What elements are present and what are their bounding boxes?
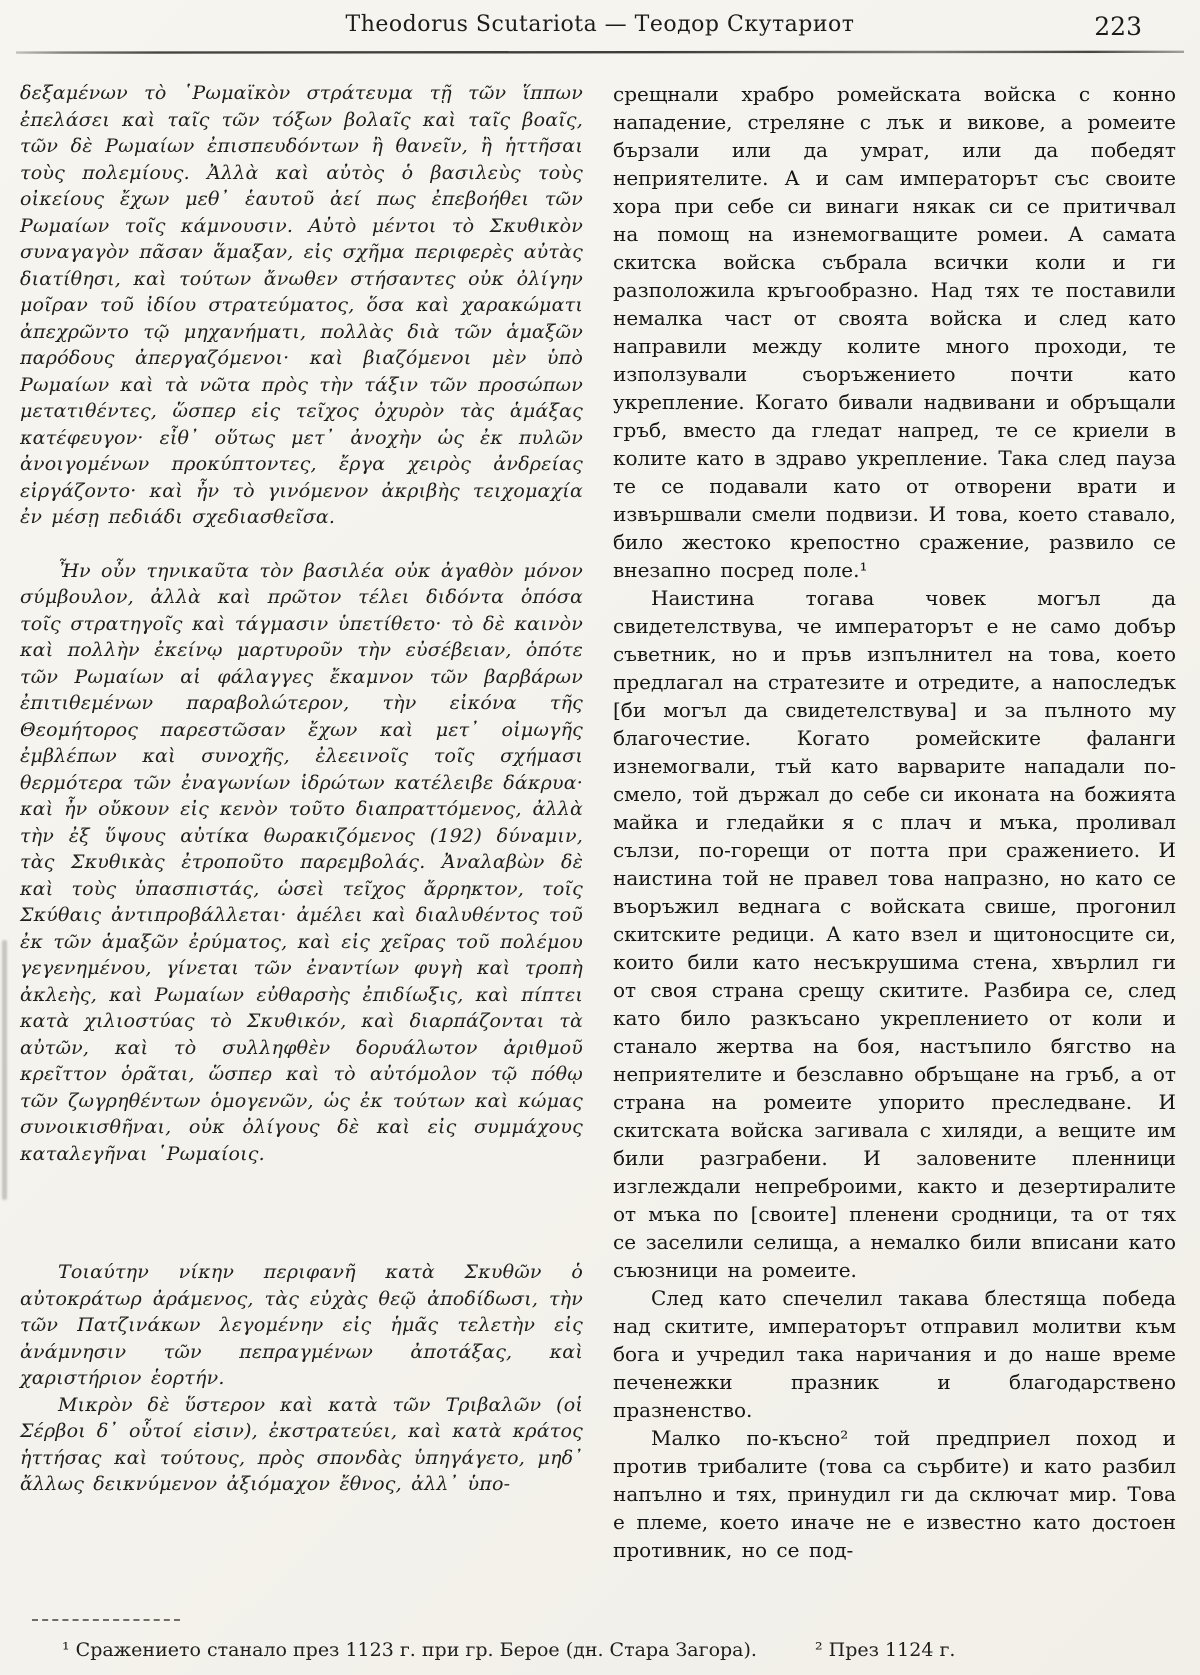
running-title: Theodorus Scutariota — Теодор Скутариот bbox=[345, 12, 855, 37]
greek-paragraph: Τοιαύτην νίκην περιφανῆ κατὰ Σκυθῶν ὁ αὐτοκράτωρ ἀράμενος, τὰς εὐχὰς θεῷ ἀποδίδωσι, τὴν τῶν Πατζινάκων λεγομένην εἰς ἡμᾶς τελετὴν εἰς ἀνάμνησιν τῶν πεπραγμένων ἀποτάξας, καὶ χαριστήριον ἑορτήν. bbox=[20, 1261, 583, 1389]
footnote-line bbox=[62, 1639, 1160, 1661]
footnote-1: ¹ Сражението станало през 1123 г. при гр. Берое (дн. Стара Загора). bbox=[62, 1639, 757, 1661]
page-header bbox=[0, 12, 1200, 46]
bulgarian-paragraph: срещнали храбро ромейската войска с конно нападение, стреляне с лък и викове, а ромеите бързали или да умрат, или да победят неприятелите. А и сам императорът със своите хора при себе си винаги някак си се притичвал на помощ на изнемогващите ромеи. А самата скитска войска събрала всички коли и ги разположила кръгообразно. Над тях те поставили немалка част от своята войска и след като направили между колите много проходи, те използували съоръжението почти като укрепление. Когато бивали надвивани и обръщали гръб, вместо да гледат напред, те се криели в колите като в здраво укрепление. Така след пауза те се подавали като от отворени врати и извършвали смели подвизи. И това, което ставало, било жестоко крепостно сражение, развило се внезапно посред поле.¹ bbox=[613, 82, 1176, 582]
bulgarian-paragraph: След като спечелил такава блестяща победа над скитите, императорът отправил молитви към бога и учредил така наричания и до наше време печенежки празник и благодарствено празненство. bbox=[613, 1286, 1176, 1422]
greek-paragraph: Ἦν οὖν τηνικαῦτα τὸν βασιλέα οὐκ ἀγαθὸν μόνον σύμβουλον, ἀλλὰ καὶ πρῶτον τέλει διδόντα ὁπόσα τοῖς στρατηγοῖς καὶ τάγμασιν ὑπετίθετο· τὸ δὲ καινὸν καὶ πολλὴν ἐκείνῳ μαρτυροῦν τὴν εὐσέβειαν, ὁπότε τῶν Ρωμαίων αἱ φάλαγγες ἔκαμνον τῶν βαρβάρων ἐπιτιθεμένων παραβολώτερον, τὴν εἰκόνα τῆς Θεομήτορος παρεστῶσαν ἔχων καὶ μετ᾽ οἰμωγῆς ἐμβλέπων καὶ συνοχῆς, ἐλεεινοῖς τοῖς σχήμασι θερμότερα τῶν ἐναγωνίων ἱδρώτων κατέλειβε δάκρυα· καὶ ἦν οὔκουν εἰς κενὸν τοῦτο διαπραττόμενος, ἀλλὰ τὴν ἐξ ὕψους αὐτίκα θωρακιζόμενος (192) δύναμιν, τὰς Σκυθικὰς ἐτροποῦτο παρεμβολάς. Ἀναλαβὼν δὲ καὶ τοὺς ὑπασπιστάς, ὡσεὶ τεῖχος ἄρρηκτον, τοῖς Σκύθαις ἀντιπροβάλλεται· ἀμέλει καὶ διαλυθέντος τοῦ ἐκ τῶν ἁμαξῶν ἐρύματος, καὶ εἰς χεῖρας τοῦ πολέμου γεγενημένου, γίνεται τῶν ἐναντίων φυγὴ καὶ τροπὴ ἀκλεὴς, καὶ Ρωμαίων εὐθαρσὴς ἐπιδίωξις, καὶ πίπτει κατὰ χιλιοστύας τὸ Σκυθικόν, καὶ διαρπάζονται τὰ αὐτῶν, καὶ τὸ συλληφθὲν δορυάλωτον ἀριθμοῦ κρεῖττον ὁρᾶται, ὥσπερ καὶ τὸ αὐτόμολον τῷ πόθῳ τῶν ζωγρηθέντων ὁμογενῶν, ὡς ἐκ τούτων καὶ κώμας συνοικισθῆναι, οὐκ ὀλίγους δὲ καὶ εἰς συμμάχους καταλεγῆναι ῾Ρωμαίοις. bbox=[20, 559, 583, 1165]
footnote-separator bbox=[32, 1619, 180, 1621]
greek-paragraph: δεξαμένων τὸ ῾Ρωμαϊκὸν στράτευμα τῇ τῶν ἵππων ἐπελάσει καὶ ταῖς τῶν τόξων βολαῖς καὶ ταῖς βοαῖς, τῶν δὲ Ρωμαίων ἐπισπευδόντων ἢ θανεῖν, ἢ ἡττῆσαι τοὺς πολεμίους. Ἀλλὰ καὶ αὐτὸς ὁ βασιλεὺς τοὺς οἰκείους ἔχων μεθ᾽ ἑαυτοῦ ἀεί πως ἐπεβοήθει τῶν Ρωμαίων τοῖς κάμνουσιν. Αὐτὸ μέντοι τὸ Σκυθικὸν συναγαγὸν πᾶσαν ἅμαξαν, εἰς σχῆμα περιφερὲς αὐτὰς διατίθησι, καὶ τούτων ἄνωθεν στήσαντες οὐκ ὀλίγην μοῖραν τοῦ ἰδίου στρατεύματος, ὅσα καὶ χαρακώματι ἀπεχρῶντο τῷ μηχανήματι, πολλὰς διὰ τῶν ἁμαξῶν παρόδους ἀπεργαζόμενοι· καὶ βιαζόμενοι μὲν ὑπὸ Ρωμαίων καὶ τὰ νῶτα πρὸς τὴν τάξιν τῶν προσώπων μετατιθέντες, ὥσπερ εἰς τεῖχος ὀχυρὸν τὰς ἁμάξας κατέφευγον· εἶθ᾽ οὕτως μετ᾽ ἀνοχὴν ὡς ἐκ πυλῶν ἀνοιγομένων προκύπτοντες, ἔργα χειρὸς ἀνδρείας εἰργάζοντο· καὶ ἦν τὸ γινόμενον ἀκριβὴς τειχομαχία ἐν μέσῃ πεδιάδι σχεδιασθεῖσα. bbox=[20, 82, 583, 528]
greek-column bbox=[20, 80, 583, 1564]
bulgarian-paragraph: Наистина тогава човек могъл да свидетелствува, че императорът е не само добър съветник, но и пръв изпълнител на това, което предлагал на стратезите и отредите, а напоследък [би могъл да свидетелствува] и за пълното му благочестие. Когато ромейските фаланги изнемогвали, тъй като варварите нападали по-смело, той държал до себе си иконата на божията майка и гледайки я с плач и мъка, проливал сълзи, по-горещи от потта при сражението. И наистина той не правел това напразно, но като се въоръжил веднага с войската свише, прогонил скитските редици. А като взел и щитоносците си, които били като несъкрушима стена, хвърлил ги от своя страна срещу скитите. Разбира се, след като било разкъсано укреплението от коли и станало жертва на боя, настъпило бягство на неприятелите и безславно обръщане на гръб, а от страна на ромеите упорито преследване. И скитската войска загивала с хиляди, а вещите им били разграбени. И заловените пленници изглеждали непреброими, както и дезертиралите от мъка по [своите] пленени сродници, та от тях се заселили селища, а немалко били вписани като съюзници на ромеите. bbox=[613, 586, 1176, 1282]
greek-paragraph: Μικρὸν δὲ ὕστερον καὶ κατὰ τῶν Τριβαλῶν (οἱ Σέρβοι δ᾽ οὗτοί εἰσιν), ἐκστρατεύει, καὶ κατὰ κράτος ἡττήσας καὶ τούτους, πρὸς σπονδὰς ὑπηγάγετο, μηδ᾽ ἄλλως δεικνύμενον ἀξιόμαχον ἔθνος, ἀλλ᾽ ὑπο- bbox=[20, 1393, 583, 1495]
footnote-2: ² През 1124 г. bbox=[815, 1639, 956, 1661]
bulgarian-paragraph: Малко по-късно² той предприел поход и против трибалите (това са сърбите) и като разбил напълно и тях, принудил ги да сключат мир. Това е племе, което иначе не е известно като достоен противник, но се под- bbox=[613, 1426, 1176, 1562]
page-number: 223 bbox=[1094, 12, 1142, 41]
two-column-text bbox=[20, 80, 1176, 1564]
bulgarian-column bbox=[613, 80, 1176, 1564]
header-rule bbox=[16, 50, 1184, 54]
scan-artifact bbox=[2, 940, 7, 1200]
